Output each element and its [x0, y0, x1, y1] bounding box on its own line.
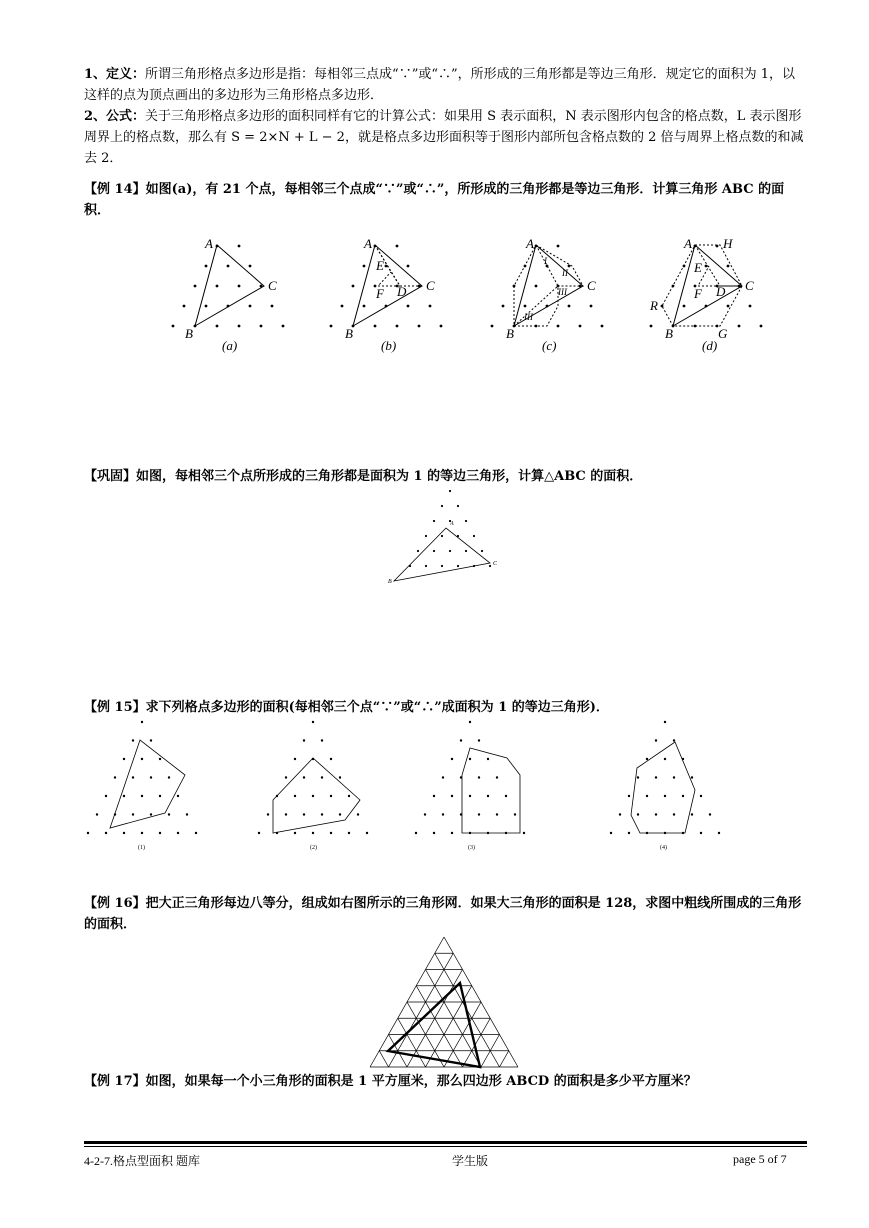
lattice-dot	[718, 832, 720, 834]
grid-line	[389, 953, 454, 1067]
lattice-dot	[650, 325, 653, 328]
lattice-dot	[141, 721, 143, 723]
lattice-dot	[673, 813, 675, 815]
caption-a: (a)	[222, 338, 238, 353]
lattice-dot	[727, 265, 730, 268]
lattice-dot	[433, 550, 435, 552]
lattice-dot	[535, 285, 538, 288]
lattice-dot	[415, 832, 417, 834]
consolidate-figure	[380, 485, 520, 585]
lattice-dot	[321, 813, 323, 815]
lattice-dot	[637, 776, 639, 778]
lattice-dot	[303, 739, 305, 741]
lattice-dot	[363, 265, 366, 268]
lattice-dot	[330, 325, 333, 328]
lattice-consolidate	[409, 490, 491, 567]
lattice-dot	[700, 795, 702, 797]
lattice-dot	[417, 550, 419, 552]
lattice-dot	[449, 490, 451, 492]
lattice-dot	[425, 535, 427, 537]
lattice-dot	[478, 776, 480, 778]
footer-rule-thick	[84, 1141, 807, 1144]
caption-d: (d)	[702, 338, 718, 353]
grid-line	[398, 1018, 426, 1067]
lattice-dot	[96, 813, 98, 815]
label-E-b: E	[376, 258, 384, 273]
lattice-dot	[691, 813, 693, 815]
lattice-dot	[352, 285, 355, 288]
label-C-c: C	[587, 278, 596, 293]
lattice-dot	[568, 265, 571, 268]
lattice-dot	[150, 739, 152, 741]
lattice-dot	[348, 832, 350, 834]
label-III-c2: III	[524, 312, 533, 322]
lattice-dot	[105, 832, 107, 834]
polygon-3	[462, 748, 520, 833]
lattice-dot	[478, 739, 480, 741]
lattice-dot	[141, 832, 143, 834]
lattice-dot	[682, 795, 684, 797]
label-A-c: A	[526, 236, 534, 251]
lattice-dot	[150, 813, 152, 815]
lattice-dot	[646, 795, 648, 797]
example-15-figures	[80, 720, 740, 855]
label-II-c: II	[562, 268, 568, 278]
lattice-dot	[341, 305, 344, 308]
lattice-dot	[238, 285, 241, 288]
lattice-dot	[425, 565, 427, 567]
lattice-dot	[579, 325, 582, 328]
label-C-d: C	[745, 278, 754, 293]
formula-text: 关于三角形格点多边形的面积同样有它的计算公式：如果用 S 表示面积，N 表示图形内包含的格点数，L 表示图形周界上的格点数，那么有 S = 2×N + L − 2，就是格点多边形面积等于图形内部所包含格点数的 2 倍与周界上格点数的和减去 2．	[84, 109, 804, 166]
lattice-dot	[348, 795, 350, 797]
lattice-dot	[105, 795, 107, 797]
lattice-dot	[321, 776, 323, 778]
lattice-dot	[168, 776, 170, 778]
lattice-dot	[433, 795, 435, 797]
lattice-dot	[407, 265, 410, 268]
lattice-dot	[159, 832, 161, 834]
lattice-dot	[312, 721, 314, 723]
lattice-dot	[216, 285, 219, 288]
lattice-dot	[442, 813, 444, 815]
lattice-dot	[303, 776, 305, 778]
lattice-dot	[357, 813, 359, 815]
lattice-dot	[487, 795, 489, 797]
lattice-dot	[330, 795, 332, 797]
lattice-dot	[683, 305, 686, 308]
lattice-dot	[132, 813, 134, 815]
lattice-dot	[363, 305, 366, 308]
label-III-c: III	[558, 287, 567, 297]
lattice-dot	[374, 325, 377, 328]
footer-left: 4-2-7.格点型面积 题库	[84, 1154, 200, 1168]
polygon-4	[631, 742, 695, 833]
label-R-d: R	[650, 298, 658, 313]
lattice-dot	[294, 795, 296, 797]
lattice-dot	[114, 776, 116, 778]
lattice-dot	[396, 325, 399, 328]
definition-paragraph	[84, 64, 808, 106]
lattice-dot	[502, 305, 505, 308]
label-B-c: B	[506, 326, 514, 341]
example-15-question	[84, 697, 808, 718]
lattice-dot	[727, 305, 730, 308]
consolidate-question	[84, 466, 808, 487]
lattice-dot	[628, 832, 630, 834]
grid-line	[416, 986, 462, 1067]
lattice-dot	[705, 265, 708, 268]
label-B: B	[185, 326, 193, 341]
lattice-dot	[238, 325, 241, 328]
label-G-d: G	[718, 326, 728, 341]
caption-4: (4)	[660, 845, 667, 851]
grid-line	[463, 1018, 491, 1067]
lattice-dot	[465, 550, 467, 552]
lattice-dot	[441, 565, 443, 567]
label-E-d: E	[694, 260, 702, 275]
lattice-dot	[655, 813, 657, 815]
lattice-dot	[294, 758, 296, 760]
lattice-dot	[407, 305, 410, 308]
label-H-d: H	[723, 236, 733, 251]
lattice-dot	[664, 758, 666, 760]
lattice-dot	[141, 758, 143, 760]
grid-line	[426, 986, 472, 1067]
polygon-2	[273, 758, 360, 833]
example-17-label: 【例 17】	[84, 1074, 146, 1089]
lattice-dot	[451, 795, 453, 797]
cons-label-B: B	[388, 579, 392, 585]
lattice-dot	[312, 795, 314, 797]
example-15-text: 求下列格点多边形的面积(每相邻三个点“∵”或“∴”成面积为 1 的等边三角形)．	[145, 700, 609, 715]
lattice-dot	[738, 325, 741, 328]
lattice-dot	[271, 305, 274, 308]
cons-label-A: A	[450, 521, 454, 527]
formula-label: 2、公式：	[84, 109, 146, 124]
lattice-dot	[141, 795, 143, 797]
lattice-dot	[460, 739, 462, 741]
lattice-dot	[473, 535, 475, 537]
lattice-dot	[205, 305, 208, 308]
lattice-dot	[637, 813, 639, 815]
example-14-text: 如图(a)，有 21 个点，每相邻三个点成“∵”或“∴”，所形成的三角形都是等边三角形．计算三角形 ABC 的面积．	[84, 182, 785, 218]
label-A-d: A	[684, 236, 692, 251]
lattice-dot	[514, 813, 516, 815]
lattice-dot	[285, 776, 287, 778]
lattice-dot	[619, 813, 621, 815]
lattice-dot	[321, 739, 323, 741]
polygon-1	[110, 740, 185, 828]
lattice-dot	[469, 758, 471, 760]
lattice-dot	[294, 832, 296, 834]
figure-b	[345, 236, 435, 353]
lattice-dot	[496, 813, 498, 815]
lattice-dot	[159, 758, 161, 760]
lattice-dot	[481, 550, 483, 552]
lattice-dot	[664, 721, 666, 723]
label-I-c: I	[544, 256, 547, 266]
label-D-d: D	[716, 284, 726, 299]
lattice-dot	[186, 813, 188, 815]
lattice-dot	[177, 795, 179, 797]
lattice-dot	[491, 325, 494, 328]
label-D-b: D	[397, 284, 407, 299]
lattice-dot	[691, 776, 693, 778]
lattice-dot	[339, 776, 341, 778]
lattice-dot	[557, 325, 560, 328]
lattice-dot	[449, 550, 451, 552]
lattice-dot	[123, 832, 125, 834]
lattice-dot	[442, 776, 444, 778]
lattice-dot	[457, 505, 459, 507]
lattice-dot	[628, 795, 630, 797]
caption-1: (1)	[138, 845, 145, 851]
lattice-dot	[396, 245, 399, 248]
lattice-dot	[366, 832, 368, 834]
lattice-dot	[123, 758, 125, 760]
lattice-dot	[195, 832, 197, 834]
footer-center: 学生版	[452, 1154, 489, 1168]
label-B-d: B	[665, 326, 673, 341]
lattice-dot	[709, 813, 711, 815]
caption-2: (2)	[310, 845, 317, 851]
lattice-dot	[285, 813, 287, 815]
example-15-label: 【例 15】	[84, 700, 146, 715]
figure-d	[649, 236, 754, 353]
example-14-figures	[160, 232, 780, 357]
lattice-dot	[505, 795, 507, 797]
lattice-dot	[258, 832, 260, 834]
lattice-dot	[440, 325, 443, 328]
lattice-dot	[168, 813, 170, 815]
lattice-dot	[123, 795, 125, 797]
lattice-dot	[610, 832, 612, 834]
lattice-dot	[339, 813, 341, 815]
label-A-b: A	[364, 236, 372, 251]
lattice-dot	[429, 305, 432, 308]
lattice-dot	[469, 721, 471, 723]
example-16-figure	[368, 935, 520, 1070]
lattice-dot	[673, 739, 675, 741]
lattice-dot	[260, 325, 263, 328]
caption-b: (b)	[381, 338, 397, 353]
figure-a	[185, 236, 277, 353]
lattice-dot	[303, 813, 305, 815]
lattice-dot	[478, 813, 480, 815]
lattice-ex15	[87, 721, 720, 834]
lattice-dot	[568, 305, 571, 308]
grid-line	[500, 1051, 509, 1067]
lattice-dot	[183, 305, 186, 308]
lattice-dot	[655, 739, 657, 741]
caption-c: (c)	[542, 338, 557, 353]
lattice-dot	[172, 325, 175, 328]
lattice-dot	[601, 325, 604, 328]
footer-rule-thin	[84, 1146, 807, 1147]
lattice-dot	[433, 832, 435, 834]
figure-c	[506, 236, 596, 353]
example-16-question	[84, 893, 808, 935]
lattice-dot	[159, 795, 161, 797]
lattice-dot	[700, 832, 702, 834]
label-B-b: B	[345, 326, 353, 341]
lattice-dot	[487, 758, 489, 760]
label-F-d: F	[694, 286, 702, 301]
lattice-dot	[749, 305, 752, 308]
lattice-dot	[330, 758, 332, 760]
lattice-dot	[646, 758, 648, 760]
lattice-dot	[249, 305, 252, 308]
lattice-dot	[457, 565, 459, 567]
example-16-text: 把大正三角形每边八等分，组成如右图所示的三角形网．如果大三角形的面积是 128，求图中粗线所围成的三角形的面积．	[84, 896, 802, 932]
lattice-dot	[469, 795, 471, 797]
example-17-question	[84, 1071, 808, 1092]
consolidate-text: 如图，每相邻三个点所形成的三角形都是面积为 1 的等边三角形，计算△ABC 的面积．	[136, 469, 643, 484]
lattice-dot	[441, 535, 443, 537]
lattice-dot	[132, 776, 134, 778]
lattice-dot	[489, 565, 491, 567]
consolidate-label: 【巩固】	[84, 469, 137, 484]
lattice-dot	[194, 285, 197, 288]
lattice-dot	[282, 325, 285, 328]
lattice-dot	[557, 245, 560, 248]
footer-right: page 5 of 7	[733, 1152, 787, 1166]
lattice-dot	[673, 776, 675, 778]
lattice-dot	[760, 325, 763, 328]
example-14-question	[84, 179, 808, 221]
cons-label-C: C	[493, 561, 498, 567]
caption-3: (3)	[468, 845, 475, 851]
lattice-dot	[227, 265, 230, 268]
formula-paragraph	[84, 106, 808, 169]
lattice-dot	[590, 305, 593, 308]
label-C: C	[268, 278, 277, 293]
lattice-dot	[150, 776, 152, 778]
lattice-dot	[441, 505, 443, 507]
definition-text: 所谓三角形格点多边形是指：每相邻三点成“∵”或“∴”，所形成的三角形都是等边三角形．规定它的面积为 1，以这样的点为顶点画出的多边形为三角形格点多边形．	[84, 67, 796, 103]
lattice-dot	[87, 832, 89, 834]
lattice-dot	[523, 832, 525, 834]
example-14-label: 【例 14】	[84, 182, 146, 197]
lattice-dot	[424, 813, 426, 815]
lattice-dot	[132, 739, 134, 741]
lattice-dot	[451, 758, 453, 760]
lattice-dot	[655, 776, 657, 778]
lattice-dot	[664, 795, 666, 797]
label-F-b: F	[376, 286, 384, 301]
grid-line	[379, 1051, 388, 1067]
label-A: A	[205, 236, 213, 251]
lattice-dot	[496, 776, 498, 778]
lattice-dot	[205, 265, 208, 268]
lattice-dot	[216, 325, 219, 328]
lattice-dot	[451, 832, 453, 834]
lattice-dot	[418, 325, 421, 328]
lattice-dot	[177, 832, 179, 834]
lattice-dot	[267, 813, 269, 815]
lattice-dot	[524, 305, 527, 308]
lattice-dot	[330, 832, 332, 834]
definition-label: 1、定义：	[84, 67, 146, 82]
example-17-text: 如图，如果每一个小三角形的面积是 1 平方厘米，那么四边形 ABCD 的面积是多少平方厘米？	[145, 1074, 697, 1089]
lattice-dot	[433, 520, 435, 522]
lattice-dot	[238, 245, 241, 248]
label-C-b: C	[426, 278, 435, 293]
example-16-label: 【例 16】	[84, 896, 146, 911]
lattice-dot	[465, 520, 467, 522]
lattice-dot	[249, 265, 252, 268]
lattice-dot	[312, 832, 314, 834]
